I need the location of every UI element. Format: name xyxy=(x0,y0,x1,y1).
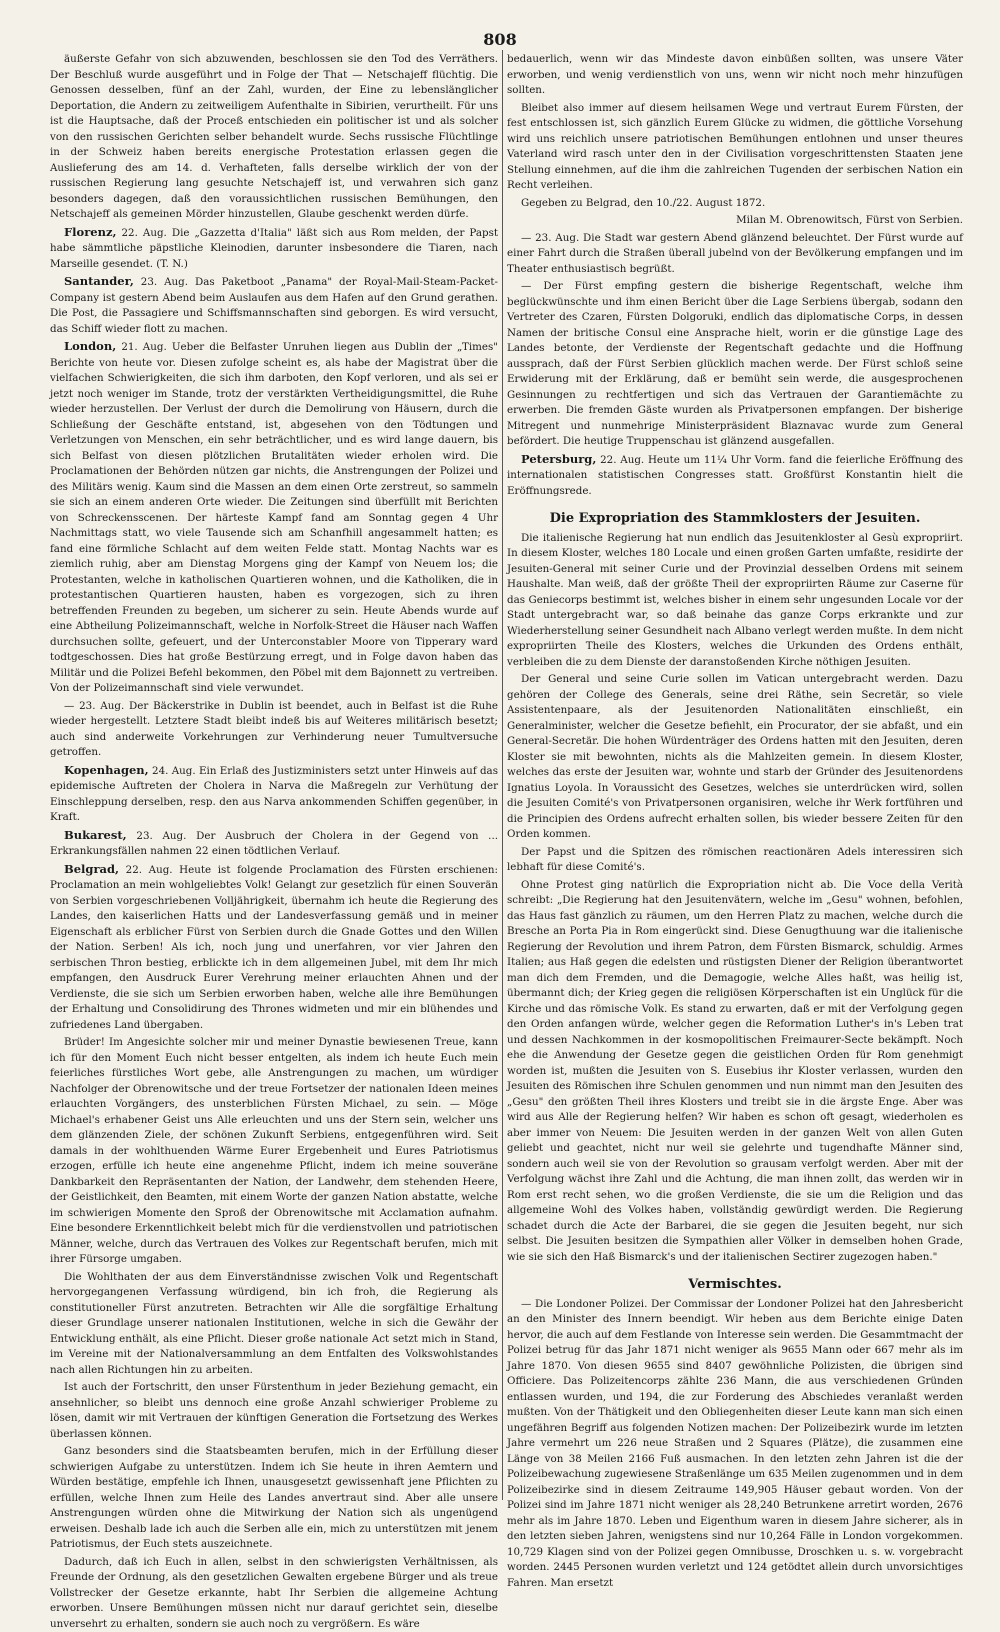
paragraph-text: 24. Aug. Ein Erlaß des Justizministers setzt unter Hinweis auf das epidemische Auftreten der Cholera in Narva die Maßregeln zur Verhütung der Einschleppung derselben, resp. den aus Narva ankommenden Schiffen gegenüber, in Kraft. xyxy=(50,765,498,824)
paragraph-text: 23. Aug. Der Ausbruch der Cholera in der Gegend von ... Erkrankungsfällen nahmen 22 einen tödtlichen Verlauf. xyxy=(50,830,498,858)
article-paragraph xyxy=(507,279,963,450)
article-paragraph xyxy=(507,845,963,876)
paragraph-text: Die italienische Regierung hat nun endlich das Jesuitenkloster al Gesù expropriirt. In diesem Kloster, welches 180 Locale und einen großen Garten umfaßte, residirte der Jesuiten-General mit seiner Curie und der Provinzial desselben Ordens mit seinem Haushalte. Man weiß, daß der größte Theil der expropriirten Räume zur Caserne für das Geniecorps bestimmt ist, welches bisher in einem sehr ungesunden Locale vor der Stadt untergebracht war, so daß beinahe das ganze Corps erkrankte und zur Wiederherstellung seiner Gesundheit nach Albano verlegt werden mußte. In dem nicht expropriirten Theile des Klosters, welches die Urkunden des Ordens enthält, verbleiben die zu dem Dienste der daranstoßenden Kirche nöthigen Jesuiten. xyxy=(507,532,963,668)
dateline-place: Petersburg, xyxy=(521,452,596,466)
dateline-place: Florenz, xyxy=(64,225,116,239)
article-paragraph xyxy=(507,101,963,194)
paragraph-text: 22. Aug. Heute ist folgende Proclamation des Fürsten erschienen: Proclamation an mein wohlgeliebtes Volk! Gelangt zur gesetzlich für einen Souverän von Serbien vorgeschriebenen Volljährigkeit, übernahm ich heute die Regierung des Landes, den kaiserlichen Hatts und der Landesverfassung gemäß und in meiner Eigenschaft als erblicher Fürst von Serbien durch die Gnade Gottes und den Willen der Nation. Serben! Als ich, noch jung und unerfahren, vor vier Jahren den serbischen Thron bestieg, erblickte ich in dem allgemeinen Jubel, mit dem Ihr mich empfangen, den Ausdruck Eurer Verehrung meiner erlauchten Ahnen und der Verdienste, die sie sich um Serbien erworben haben, welche alle ihre Bemühungen der Erhaltung und Consolidirung des Thrones widmeten und mir ein blühendes und zufriedenes Land übergaben. xyxy=(50,864,498,1031)
paragraph-text: Der Papst und die Spitzen des römischen reactionären Adels interessiren sich lebhaft für diese Comité's. xyxy=(507,846,963,874)
paragraph-text: Ohne Protest ging natürlich die Expropriation nicht ab. Die Voce della Verità schreibt: „Die Regierung hat den Jesuitenvätern, welche im „Gesu" wohnen, befohlen, das Haus fast gänzlich zu räumen, um den Herren Platz zu machen, welche durch die Bresche an Porta Pia in Rom eingerückt sind. Diese Genugthuung war die italienische Regierung der Revolution und ihrem Patron, dem Fürsten Bismarck, schuldig. Armes Italien; aus Haß gegen die edelsten und rüstigsten Diener der Religion überantwortet man dich dem Fremden, und die Demagogie, welche Alles haßt, was heilig ist, übermannt dich; der Krieg gegen die religiösen Körperschaften ist ein Unglück für die Kirche und das römische Volk. Es stand zu erwarten, daß er mit der Verfolgung gegen den Orden anfangen würde, welcher gegen die Reformation Luther's in's Leben trat und dessen Nachkommen in der kosmopolitischen Freimaurer-Secte bekämpft. Noch ehe die Anwendung der Gesetze gegen die geistlichen Orden für Rom genehmigt worden ist, mußten die Jesuiten von S. Eusebius ihr Kloster verlassen, wurden den Jesuiten des Römischen ihre Schulen genommen und nun nimmt man den Jesuiten des „Gesu" den größten Theil ihres Klosters und treibt sie in die ärgste Enge. Aber was wird aus Alle der Regierung helfen? Wir haben es schon oft gesagt, wiederholen es aber immer von Neuem: Die Jesuiten werden in der ganzen Welt von allen Guten geliebt und geachtet, nicht nur weil sie gelehrte und tugendhafte Männer sind, sondern auch weil sie von der Revolution so grausam verfolgt werden. Aber mit der Verfolgung wächst ihre Zahl und die Achtung, die man ihnen zollt, das werden wir in Rom erst recht sehen, wo die großen Verdienste, die sie um die Religion und das allgemeine Wohl des Volkes haben, vollständig gewürdigt werden. Die Regierung schadet durch die Acte der Barbarei, die sie gegen die Jesuiten begeht, nur sich selbst. Die Jesuiten besitzen die Sympathien aller Völker in demselben hohen Grade, wie sie sich den Haß Bismarck's und der italienischen Sectirer zugezogen haben." xyxy=(507,879,963,1263)
article-paragraph xyxy=(50,699,498,761)
article-paragraph xyxy=(50,763,498,826)
paragraph-text: Ist auch der Fortschritt, den unser Fürstenthum in jeder Beziehung gemacht, ein ansehnlicher, so bleibt uns dennoch eine große Anzahl schwieriger Probleme zu lösen, damit wir mit Vertrauen der künftigen Generation die Fortsetzung des Werkes überlassen können. xyxy=(50,1381,498,1440)
article-paragraph xyxy=(50,274,498,337)
right-column xyxy=(507,52,963,1502)
column-rule xyxy=(502,50,503,1500)
article-paragraph xyxy=(50,1444,498,1553)
paragraph-text: Die Wohlthaten der aus dem Einverständnisse zwischen Volk und Regentschaft hervorgegangenen Verfassung würdigend, bin ich froh, die Regierung als constitutioneller Fürst anzutreten. Betrachten wir Alle die sorgfältige Erhaltung dieser Grundlage unserer nationalen Institutionen, welche in sich die Gewähr der Entwicklung enthält, als eine Pflicht. Dieser große nationale Act setzt mich in Stand, im Vereine mit der Nationalversammlung an dem Entfalten des Volkswohlstandes nach allen Richtungen hin zu arbeiten. xyxy=(50,1271,498,1376)
paragraph-text: 23. Aug. Das Paketboot „Panama" der Royal-Mail-Steam-Packet-Company ist gestern Abend beim Auslaufen aus dem Hafen auf den Grund gerathen. Die Post, die Passagiere und Schiffsmannschaften sind geborgen. Es wird versucht, das Schiff wieder flott zu machen. xyxy=(50,276,498,335)
paragraph-text: 22. Aug. Die „Gazzetta d'Italia" läßt sich aus Rom melden, der Papst habe sämmtliche päpstliche Kleinodien, darunter insbesondere die Tiaren, nach Marseille gesendet. (T. N.) xyxy=(50,227,498,270)
article-paragraph xyxy=(50,828,498,860)
dateline-place: Santander, xyxy=(64,274,134,288)
article-paragraph xyxy=(50,862,498,1034)
section-heading: Die Expropriation des Stammklosters der Jesuiten. xyxy=(507,511,963,527)
page-number: 808 xyxy=(0,30,1000,49)
article-paragraph xyxy=(50,1380,498,1442)
article-paragraph xyxy=(507,196,963,212)
article-paragraph xyxy=(50,1035,498,1268)
paragraph-text: Ganz besonders sind die Staatsbeamten berufen, mich in der Erfüllung dieser schwierigen Aufgabe zu unterstützen. Indem ich Sie heute in ihren Aemtern und Würden bestätige, empfehle ich Ihnen, unausgesetzt gewissenhaft jene Pflichten zu erfüllen, welche Ihnen zum Heile des Landes anvertraut sind. Aber alle unsere Anstrengungen würden ohne die Mitwirkung der Nation sich als ungenügend erweisen. Deshalb lade ich auch die Serben alle ein, mich zu unterstützen mit jenem Patriotismus, der Euch stets auszeichnete. xyxy=(50,1445,498,1550)
paragraph-text: Milan M. Obrenowitsch, Fürst von Serbien. xyxy=(736,214,963,226)
dateline-place: Belgrad, xyxy=(64,862,119,876)
article-paragraph xyxy=(50,52,498,223)
article-paragraph xyxy=(507,672,963,843)
article-paragraph xyxy=(507,531,963,671)
paragraph-text: — Der Fürst empfing gestern die bisherige Regentschaft, welche ihm beglückwünschte und ihm einen Bericht über die Lage Serbiens übergab, sodann den Vertreter des Czaren, Fürsten Dolgoruki, endlich das diplomatische Corps, in dessen Namen der britische Consul eine Ansprache hielt, worin er die günstige Lage des Landes betonte, der Verdienste der Regentschaft gedachte und die Hoffnung aussprach, daß der Fürst Serbien glücklich machen werde. Der Fürst schloß seine Erwiderung mit der Erklärung, daß er bemüht sein werde, die ausgesprochenen Gesinnungen zu rechtfertigen und sich das Vertrauen der Garantiemächte zu erwerben. Die fremden Gäste wurden als Privatpersonen empfangen. Der bisherige Mitregent und nunmehrige Ministerpräsident Blaznavac wurde zum General befördert. Die heutige Truppenschau ist glänzend ausgefallen. xyxy=(507,280,963,447)
paragraph-text: Gegeben zu Belgrad, den 10./22. August 1872. xyxy=(521,197,765,209)
article-paragraph xyxy=(507,452,963,500)
paragraph-text: 22. Aug. Heute um 11¼ Uhr Vorm. fand die feierliche Eröffnung des internationalen statistischen Congresses statt. Großfürst Konstantin hielt die Eröffnungsrede. xyxy=(507,454,963,497)
article-paragraph xyxy=(50,1270,498,1379)
article-paragraph xyxy=(507,231,963,278)
paragraph-text: Der General und seine Curie sollen im Vatican untergebracht werden. Dazu gehören der College des Generals, seine drei Räthe, sein Secretär, so viele Assistentenpaare, als der Jesuitenorden Nationalitäten einschließt, ein Generalminister, welcher die Gesetze befiehlt, ein Procurator, der sie abfaßt, und ein General-Secretär. Die hohen Würdenträger des Ordens hatten mit den Jesuiten, deren Kloster sie mit bewohnten, nichts als die Mahlzeiten gemein. In diesem Kloster, welches das erste der Jesuiten war, wohnte und starb der Gründer des Jesuitenordens Ignatius Loyola. In Voraussicht des Gesetzes, welches sie unterdrücken wird, sollen die Jesuiten Comité's von Privatpersonen organisiren, welche ihr Werk fortführen und die Principien des Ordens aufrecht erhalten sollen, bis wieder bessere Zeiten für den Orden kommen. xyxy=(507,673,963,840)
article-paragraph xyxy=(50,1555,498,1632)
paragraph-text: — 23. Aug. Die Stadt war gestern Abend glänzend beleuchtet. Der Fürst wurde auf einer Fahrt durch die Straßen überall jubelnd von der Bevölkerung empfangen und im Theater enthusiastisch begrüßt. xyxy=(507,232,963,275)
dateline-place: Bukarest, xyxy=(64,828,127,842)
paragraph-text: — 23. Aug. Der Bäckerstrike in Dublin ist beendet, auch in Belfast ist die Ruhe wieder hergestellt. Letztere Stadt bleibt indeß bis auf Weiteres militärisch besetzt; auch sind anderweite Vorkehrungen zur Verhinderung neuer Tumultversuche getroffen. xyxy=(50,700,498,759)
paragraph-text: äußerste Gefahr von sich abzuwenden, beschlossen sie den Tod des Verräthers. Der Beschluß wurde ausgeführt und in Folge der That — Netschajeff flüchtig. Die Genossen desselben, fünf an der Zahl, wurden, der Eine zu lebenslänglicher Deportation, die Andern zu zeitweiligem Aufenthalte in Sibirien, verurtheilt. Für uns ist die Hauptsache, daß der Proceß entschieden ein politischer ist und als solcher von den russischen Gerichten selber behandelt wurde. Sechs russische Flüchtlinge in der Schweiz haben bereits energische Protestation erlassen gegen die Auslieferung des am 14. d. Verhafteten, falls derselbe wirklich der von der russischen Regierung lang gesuchte Netschajeff ist, und verwahren sich ganz besonders dagegen, daß den voraussichtlichen russischen Bemühungen, den Netschajeff als gemeinen Mörder hinzustellen, Glaube geschenkt werden dürfe. xyxy=(50,53,498,220)
article-paragraph xyxy=(507,52,963,99)
article-paragraph xyxy=(507,213,963,229)
article-paragraph xyxy=(50,225,498,273)
paragraph-text: bedauerlich, wenn wir das Mindeste davon einbüßen sollten, was unsere Väter erworben, und wenig verdienstlich von uns, wenn wir nicht noch mehr hinzufügen sollten. xyxy=(507,53,963,96)
article-paragraph xyxy=(507,878,963,1266)
paragraph-text: Brüder! Im Angesichte solcher mir und meiner Dynastie bewiesenen Treue, kann ich für den Moment Euch nicht besser entgelten, als indem ich heute Euch mein feierliches fürstliches Wort gebe, alle Anstrengungen zu machen, um würdiger Nachfolger der Obrenowitsche und der treue Fortsetzer der nationalen Ideen meines erlauchten Vorgängers, des unsterblichen Fürsten Michael, zu sein. — Möge Michael's erhabener Geist uns Alle erleuchten und uns der Stern sein, welcher uns dem glänzenden Ziele, der schönen Zukunft Serbiens, entgegenführen wird. Seit damals in der wohlthuenden Wärme Eurer Ergebenheit und Eures Patriotismus erzogen, erfülle ich heute eine angenehme Pflicht, indem ich meine souveräne Dankbarkeit den Repräsentanten der Nation, der Landwehr, dem stehenden Heere, der Geistlichkeit, den Beamten, mit einem Worte der ganzen Nation abstatte, welche im schwierigen Momente den Sproß der Obrenowitsche mit Acclamation aufnahm. Eine besondere Erkenntlichkeit belebt mich für die verdienstvollen und patriotischen Männer, welche, durch das Vertrauen des Volkes zur Regentschaft berufen, mich mit ihrer Fürsorge umgaben. xyxy=(50,1036,498,1265)
section-heading: Vermischtes. xyxy=(507,1277,963,1293)
dateline-place: London, xyxy=(64,339,116,353)
left-column xyxy=(50,52,498,1502)
paragraph-text: — Die Londoner Polizei. Der Commissar der Londoner Polizei hat den Jahresbericht an den Minister des Innern beendigt. Wir heben aus dem Berichte einige Daten hervor, die auch auf dem Festlande von Interesse sein werden. Die Gesammtmacht der Polizei betrug für das Jahr 1871 nicht weniger als 9655 Mann oder 667 mehr als im Jahre 1870. Von diesen 9655 sind 8407 gewöhnliche Polizisten, die übrigen sind Officiere. Das Polizeitencorps zählte 236 Mann, die aus verschiedenen Gründen entlassen wurden, und 194, die zur Forderung des Abschiedes veranlaßt werden mußten. Von der Thätigkeit und den Obliegenheiten dieser Leute kann man sich einen ungefähren Begriff aus folgenden Notizen machen: Der Polizeibezirk wurde im letzten Jahre vermehrt um 226 neue Straßen und 2 Squares (Plätze), die zusammen eine Länge von 38 Meilen 2166 Fuß ausmachen. In den letzten zehn Jahren ist die der Polizeibewachung zugewiesene Straßenlänge um 635 Meilen zugenommen und in dem Polizeibezirke sind in diesem Zeitraume 149,905 Häuser gebaut worden. Von der Polizei sind im Jahre 1871 nicht weniger als 28,240 Betrunkene arretirt worden, 2676 mehr als im Jahre 1870. Leben und Eigenthum waren in diesem Jahre sicherer, als in den letzten sieben Jahren, wenigstens sind nur 10,264 Fälle in London vorgekommen. 10,729 Klagen sind von der Polizei gegen Omnibusse, Droschken u. s. w. vorgebracht worden. 2445 Personen wurden verletzt und 124 getödtet allein durch unvorsichtiges Fahren. Man ersetzt xyxy=(507,1298,963,1589)
article-paragraph xyxy=(507,1297,963,1592)
paragraph-text: Dadurch, daß ich Euch in allen, selbst in den schwierigsten Verhältnissen, als Freunde der Ordnung, als den gesetzlichen Gewalten ergebene Bürger und als treue Vollstrecker der Gesetze erkannte, habt Ihr Serbien die allgemeine Achtung erworben. Unsere Bemühungen müssen nicht nur darauf gerichtet sein, dieselbe unversehrt zu erhalten, sondern sie auch noch zu vergrößern. Es wäre xyxy=(50,1556,498,1630)
dateline-place: Kopenhagen, xyxy=(64,763,149,777)
paragraph-text: Bleibet also immer auf diesem heilsamen Wege und vertraut Eurem Fürsten, der fest entschlossen ist, sich gänzlich Eurem Glücke zu widmen, die göttliche Vorsehung wird uns reichlich unsere patriotischen Bemühungen entlohnen und unser theures Vaterland wird rasch unter den in der Civilisation vorgeschrittensten Staaten jene Stellung einnehmen, auf die ihm die zahlreichen Tugenden der serbischen Nation ein Recht verleihen. xyxy=(507,102,963,192)
article-paragraph xyxy=(50,339,498,697)
paragraph-text: 21. Aug. Ueber die Belfaster Unruhen liegen aus Dublin der „Times" Berichte von heute vor. Diesen zufolge scheint es, als habe der Magistrat über die vielfachen Schwierigkeiten, die sich ihm darboten, den Kopf verloren, und als sei er jetzt noch weniger im Stande, trotz der verstärkten Vertheidigungsmittel, die Ruhe wieder herzustellen. Der Verlust der durch die Demolirung von Häusern, durch die Schließung der Geschäfte entstand, ist, abgesehen von den Tödtungen und Verletzungen von Menschen, ein sehr beträchtlicher, und es wird lange dauern, bis sich Belfast von diesen plötzlichen Brutalitäten wieder erholen wird. Die Proclamationen der Behörden nützen gar nichts, die Anstrengungen der Polizei und des Militärs wenig. Kaum sind die Massen an dem einen Orte zerstreut, so sammeln sie sich an einem anderen Orte wieder. Die Zeitungen sind überfüllt mit Berichten von Schreckensscenen. Der härteste Kampf fand am Sonntag gegen 4 Uhr Nachmittags statt, wo viele Tausende sich am Schanfhill angesammelt hatten; es fand eine förmliche Schlacht auf dem weiten Felde statt. Montag Nachts war es ziemlich ruhig, aber am Dienstag Morgens ging der Kampf von Neuem los; die Protestanten, welche in katholischen Quartieren wohnen, und die Katholiken, die in protestantischen Quartieren hausten, haben es vorgezogen, sich zu ihren betreffenden Freunden zu begeben, um sicherer zu sein. Heute Abends wurde auf eine Abtheilung Polizeimannschaft, welche in Norfolk-Street die Häuser nach Waffen durchsuchen sollte, gefeuert, und der Unterconstabler Moore von Tipperary ward todtgeschossen. Dies hat große Bestürzung erregt, und in Folge davon haben das Militär und die Polizei Befehl bekommen, den Pöbel mit dem Bajonnett zu vertreiben. Von der Polizeimannschaft sind viele verwundet. xyxy=(50,341,498,694)
